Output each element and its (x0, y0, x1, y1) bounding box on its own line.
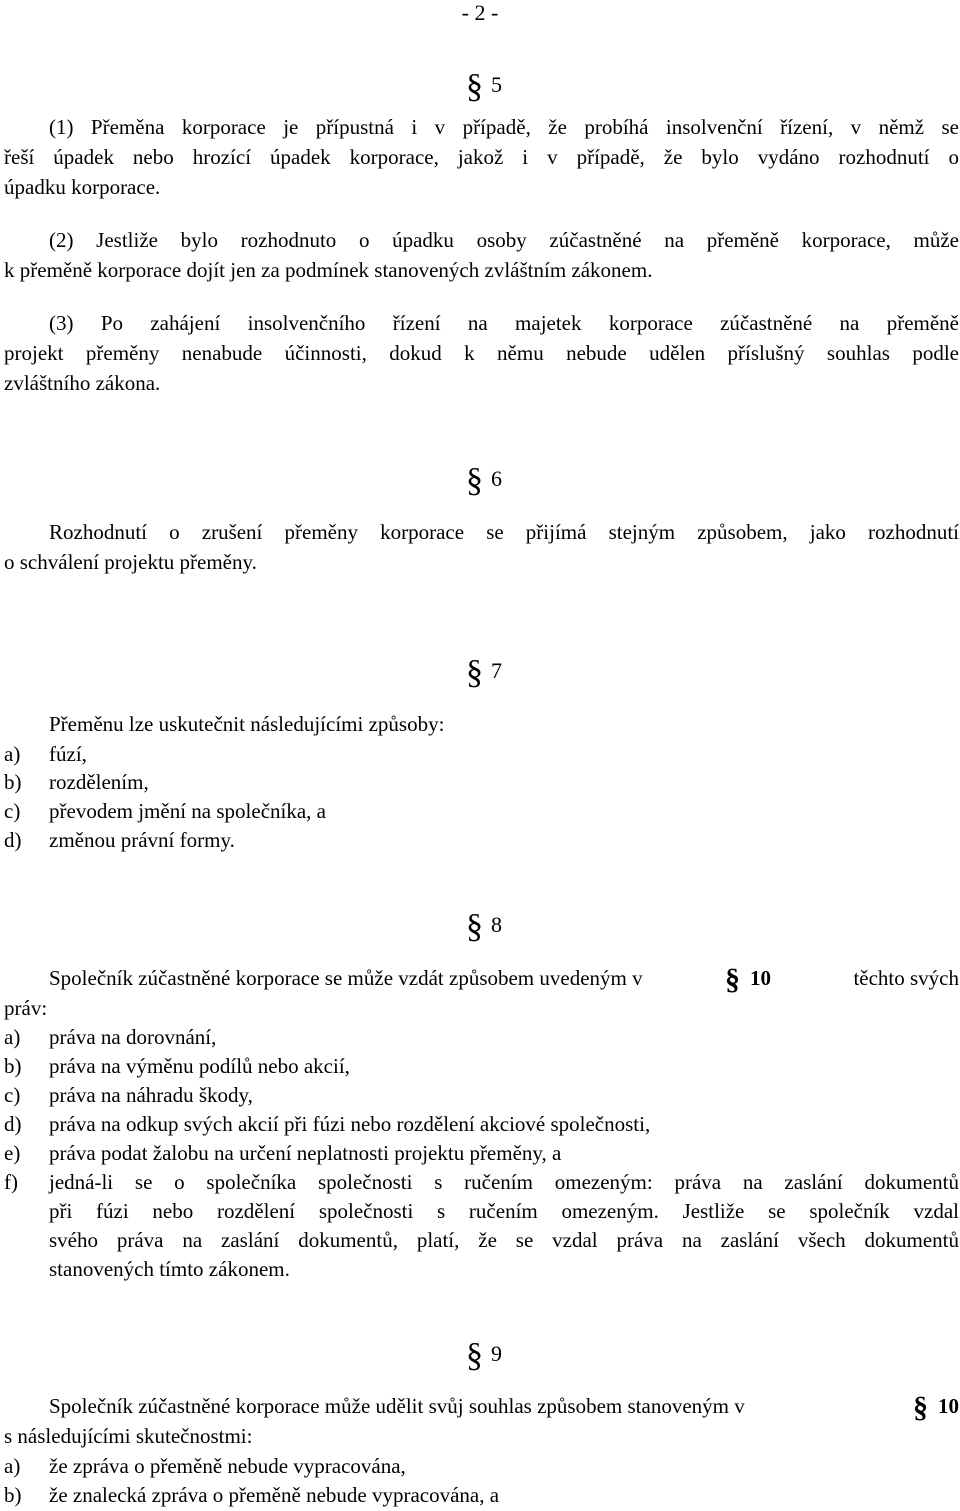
section-number: 9 (491, 1341, 502, 1366)
s6-p1-line2: o schválení projektu přeměny. (4, 550, 257, 574)
s5-p2-line2: k přeměně korporace dojít jen za podmínek stanovených zvláštním zákonem. (4, 258, 653, 282)
section-heading-6 (466, 462, 526, 500)
list-item-line: jedná-li se o společníka společnosti s ručením omezeným: práva na zaslání dokumentů (49, 1170, 959, 1194)
list-item: převodem jmění na společníka, a (49, 799, 326, 823)
s9-intro-line1 (49, 1391, 959, 1423)
list-item: změnou právní formy. (49, 828, 235, 852)
list-item-label: c) (4, 799, 21, 823)
section-number: 5 (491, 72, 502, 97)
s5-p1-line3: úpadku korporace. (4, 175, 161, 199)
section-symbol: § (466, 68, 483, 105)
s6-p1-line1: Rozhodnutí o zrušení přeměny korporace se přijímá stejným způsobem, jako rozhodnutí (49, 520, 959, 544)
list-item-label: b) (4, 1054, 22, 1078)
list-item-label: e) (4, 1141, 21, 1165)
s7-intro: Přeměnu lze uskutečnit následujícími způsoby: (49, 712, 445, 736)
section-heading-5 (466, 68, 526, 106)
section-ref-number: 10 (938, 1394, 959, 1418)
list-item-label: b) (4, 1483, 22, 1507)
list-item: práva na výměnu podílů nebo akcií, (49, 1054, 350, 1078)
list-item: práva na náhradu škody, (49, 1083, 253, 1107)
list-item-line: svého práva na zaslání dokumentů, platí, že se vzdal práva na zaslání všech dokumentů (49, 1228, 959, 1252)
s8-intro-line2: práv: (4, 996, 48, 1020)
list-item: rozdělením, (49, 770, 149, 794)
s8-intro-line1 (49, 963, 959, 995)
section-ref-symbol: § (725, 963, 741, 996)
section-ref-number: 10 (750, 966, 772, 990)
list-item: práva na dorovnání, (49, 1025, 217, 1049)
list-item-label: d) (4, 828, 22, 852)
list-item-label: a) (4, 742, 21, 766)
list-item: fúzí, (49, 742, 87, 766)
s5-p3-line2: projekt přeměny nenabude účinnosti, dokud k němu nebude udělen příslušný souhlas podle (4, 341, 959, 365)
section-reference (725, 963, 771, 995)
list-item-label: a) (4, 1025, 21, 1049)
list-item-label: b) (4, 770, 22, 794)
section-number: 6 (491, 466, 502, 491)
s5-p1-line2: řeší úpadek nebo hrozící úpadek korporace, jakož i v případě, že bylo vydáno rozhodnutí o (4, 145, 959, 169)
section-heading-7 (466, 654, 526, 692)
s9-intro-before: Společník zúčastněné korporace může udělit svůj souhlas způsobem stanoveným v (49, 1394, 745, 1418)
section-symbol: § (466, 462, 483, 499)
section-reference (913, 1391, 959, 1423)
section-symbol: § (466, 1337, 483, 1374)
section-symbol: § (466, 908, 483, 945)
list-item-line: stanovených tímto zákonem. (49, 1257, 290, 1281)
s8-intro-before: Společník zúčastněné korporace se může vzdát způsobem uvedeným v (49, 966, 643, 990)
section-number: 7 (491, 658, 502, 683)
list-item-label: a) (4, 1454, 21, 1478)
section-heading-8 (466, 908, 526, 946)
s5-p3-line1: (3) Po zahájení insolvenčního řízení na majetek korporace zúčastněné na přeměně (49, 311, 959, 335)
list-item-label: d) (4, 1112, 22, 1136)
section-symbol: § (466, 654, 483, 691)
section-ref-symbol: § (913, 1391, 928, 1424)
list-item: práva podat žalobu na určení neplatnosti projektu přeměny, a (49, 1141, 562, 1165)
list-item-label: f) (4, 1170, 18, 1194)
list-item: že znalecká zpráva o přeměně nebude vypracována, a (49, 1483, 500, 1507)
s8-intro-after: těchto svých (853, 966, 959, 990)
list-item: že zpráva o přeměně nebude vypracována, (49, 1454, 406, 1478)
s5-p1-line1: (1) Přeměna korporace je přípustná i v případě, že probíhá insolvenční řízení, v němž se (49, 115, 959, 139)
list-item-line: při fúzi nebo rozdělení společnosti s ručením omezeným. Jestliže se společník vzdal (49, 1199, 959, 1223)
s5-p2-line1: (2) Jestliže bylo rozhodnuto o úpadku osoby zúčastněné na přeměně korporace, může (49, 228, 959, 252)
list-item: práva na odkup svých akcií při fúzi nebo rozdělení akciové společnosti, (49, 1112, 651, 1136)
list-item-label: c) (4, 1083, 21, 1107)
page-number: - 2 - (461, 0, 499, 25)
s5-p3-line3: zvláštního zákona. (4, 371, 161, 395)
section-number: 8 (491, 912, 502, 937)
section-heading-9 (466, 1337, 526, 1375)
s9-intro-line2: s následujícími skutečnostmi: (4, 1424, 253, 1448)
